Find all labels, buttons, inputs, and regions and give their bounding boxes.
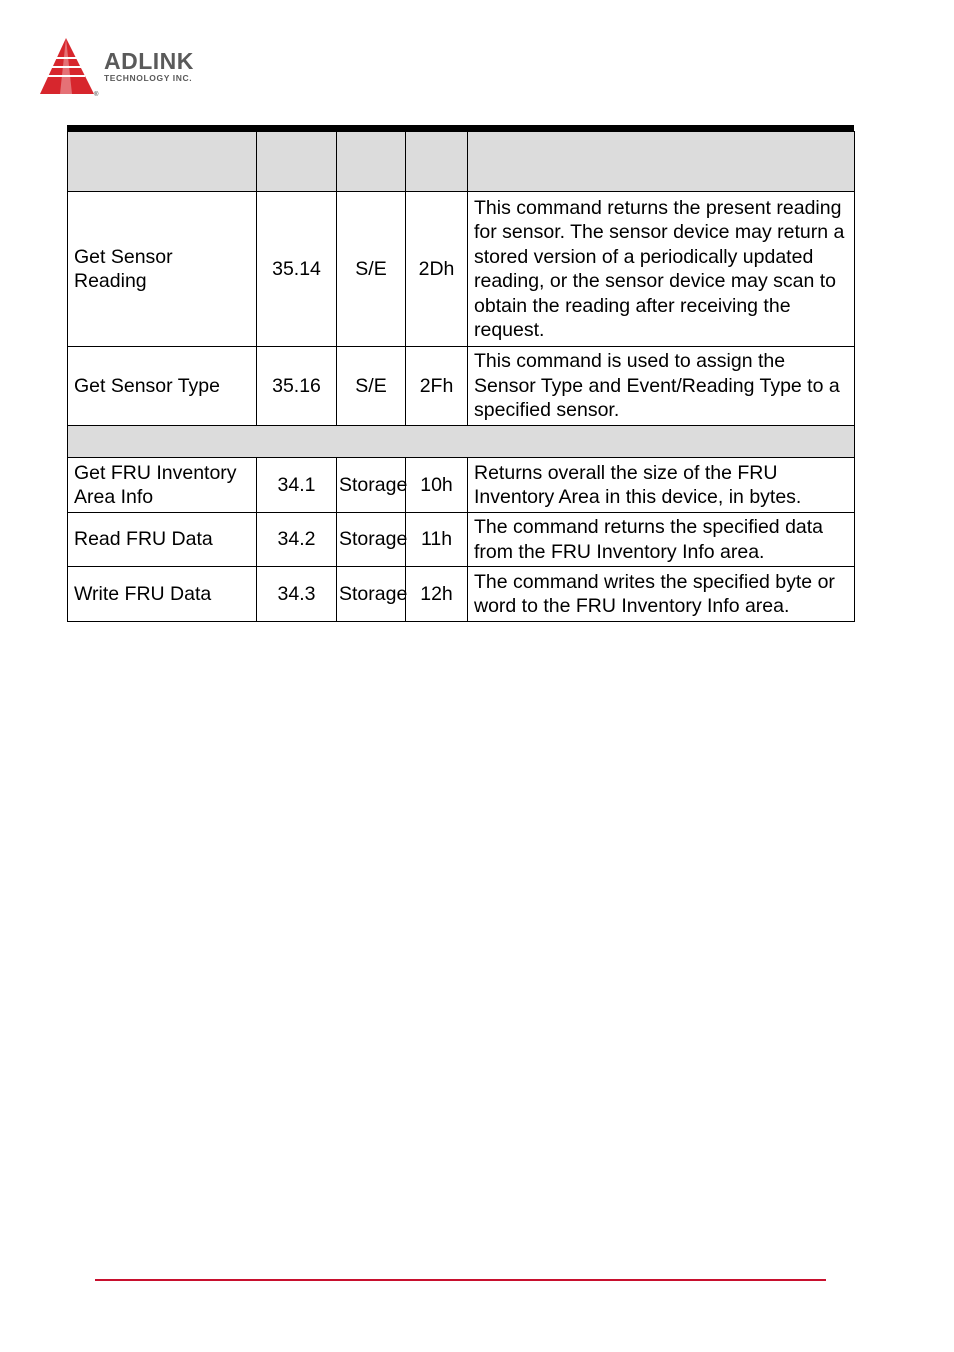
command-code: 12h — [406, 567, 468, 622]
spec-section: 35.16 — [257, 347, 337, 426]
group-heading — [68, 426, 855, 458]
table-row — [68, 347, 855, 426]
header-cell — [337, 132, 406, 192]
command-name: Get Sensor Type — [68, 347, 257, 426]
spec-section: 35.14 — [257, 192, 337, 347]
header-cell — [68, 132, 257, 192]
header-cell — [257, 132, 337, 192]
table-row — [68, 458, 855, 513]
command-name: Get Sensor Reading — [68, 192, 257, 347]
brand-name: ADLINK — [104, 48, 194, 74]
command-name: Write FRU Data — [68, 567, 257, 622]
header-cell — [406, 132, 468, 192]
logo-wordmark — [104, 50, 194, 83]
command-description: Returns overall the size of the FRU Inventory Area in this device, in bytes. — [468, 458, 855, 513]
table-group-row — [68, 426, 855, 458]
command-code: 11h — [406, 513, 468, 567]
command-type: S/E — [337, 347, 406, 426]
command-code: 2Dh — [406, 192, 468, 347]
command-type: Storage — [337, 513, 406, 567]
registered-mark: ® — [94, 92, 99, 98]
command-name: Read FRU Data — [68, 513, 257, 567]
footer-rule — [95, 1279, 826, 1281]
command-name: Get FRU Inventory Area Info — [68, 458, 257, 513]
adlink-logo-icon — [38, 36, 108, 100]
spec-section: 34.2 — [257, 513, 337, 567]
command-description: The command writes the specified byte or word to the FRU Inventory Info area. — [468, 567, 855, 622]
command-description: This command returns the present reading for sensor. The sensor device may return a stored version of a periodically updated reading, or the sensor device may scan to obtain the reading after receiving the request. — [468, 192, 855, 347]
command-description: The command returns the specified data from the FRU Inventory Info area. — [468, 513, 855, 567]
spec-section: 34.3 — [257, 567, 337, 622]
spec-section: 34.1 — [257, 458, 337, 513]
command-code: 2Fh — [406, 347, 468, 426]
table-header-row — [68, 132, 855, 192]
ipmi-command-table — [67, 125, 854, 622]
command-description: This command is used to assign the Sensor Type and Event/Reading Type to a specified sensor. — [468, 347, 855, 426]
command-code: 10h — [406, 458, 468, 513]
command-type: Storage — [337, 567, 406, 622]
command-type: S/E — [337, 192, 406, 347]
header-cell — [468, 132, 855, 192]
brand-tagline: TECHNOLOGY INC. — [104, 73, 193, 83]
table-row — [68, 192, 855, 347]
table-row — [68, 513, 855, 567]
table-row — [68, 567, 855, 622]
command-type: Storage — [337, 458, 406, 513]
